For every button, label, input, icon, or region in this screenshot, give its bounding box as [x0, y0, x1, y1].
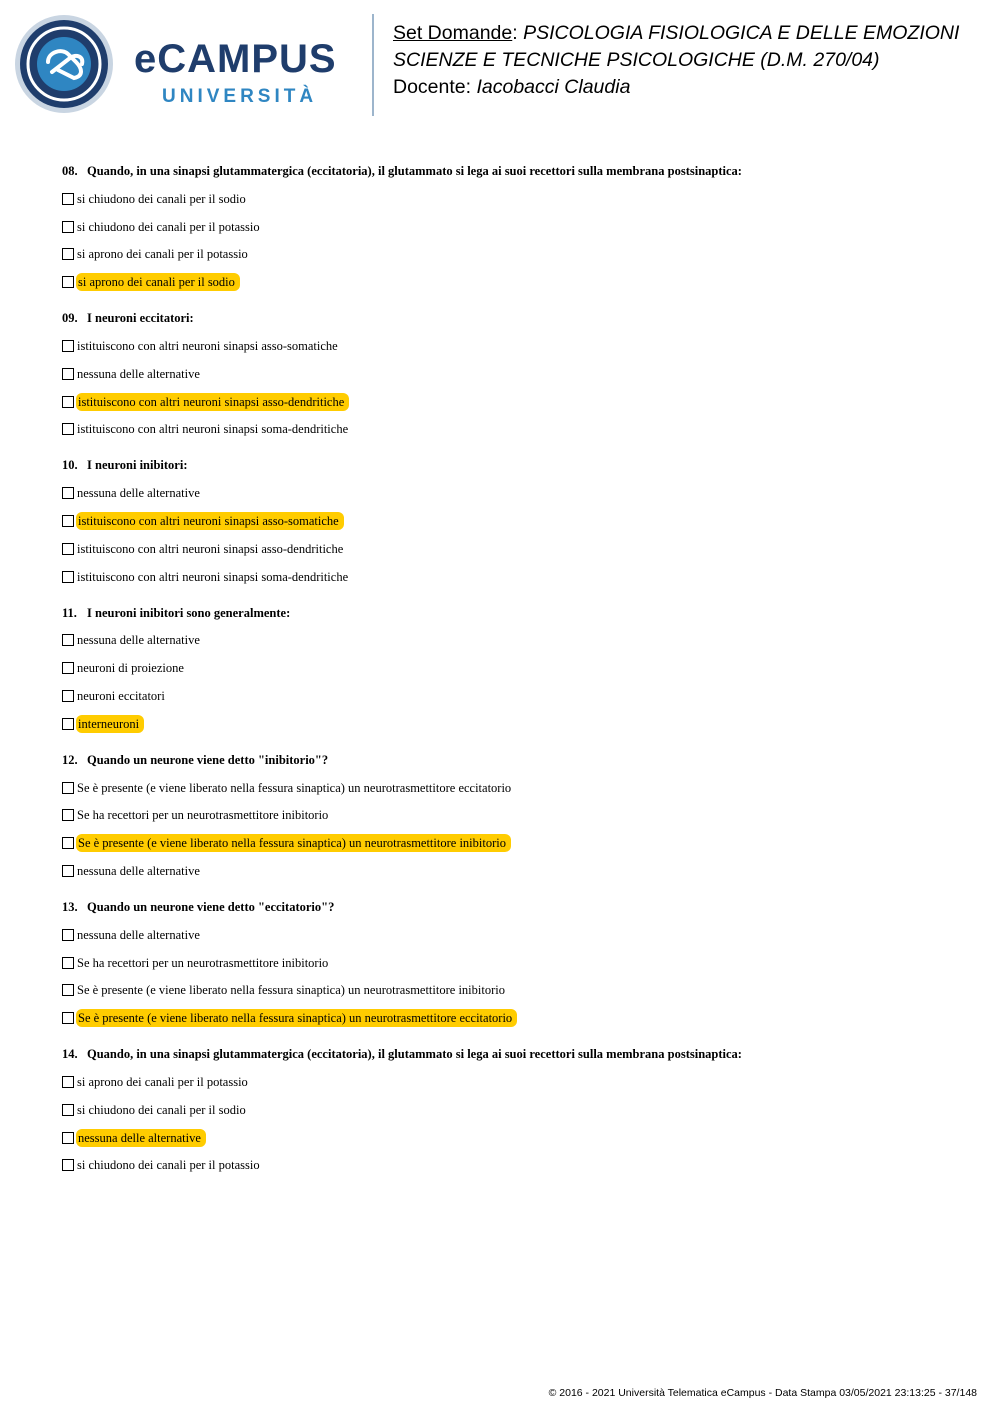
question-title — [62, 751, 962, 769]
answer-option[interactable] — [62, 1096, 962, 1124]
answer-text: Se ha recettori per un neurotrasmettitore inibitorio — [77, 955, 329, 970]
answer-checkbox[interactable] — [62, 809, 74, 821]
option-list — [62, 474, 962, 590]
question-title — [62, 456, 962, 474]
answer-checkbox[interactable] — [62, 396, 74, 408]
answer-text: nessuna delle alternative — [77, 927, 200, 942]
teacher-line — [393, 74, 959, 101]
answer-checkbox[interactable] — [62, 368, 74, 380]
header-info — [393, 20, 959, 101]
answer-option[interactable] — [62, 416, 962, 444]
answer-checkbox[interactable] — [62, 957, 74, 969]
answer-checkbox[interactable] — [62, 634, 74, 646]
question-list — [62, 162, 962, 1192]
answer-checkbox[interactable] — [62, 1076, 74, 1088]
answer-option[interactable] — [62, 185, 962, 213]
answer-option[interactable] — [62, 213, 962, 241]
answer-option[interactable] — [62, 1124, 962, 1152]
answer-checkbox[interactable] — [62, 1012, 74, 1024]
answer-checkbox[interactable] — [62, 1104, 74, 1116]
answer-text: si chiudono dei canali per il potassio — [77, 1158, 260, 1173]
answer-checkbox[interactable] — [62, 662, 74, 674]
answer-checkbox[interactable] — [62, 487, 74, 499]
question-title — [62, 898, 962, 916]
answer-option[interactable] — [62, 977, 962, 1005]
answer-text: Se ha recettori per un neurotrasmettitore inibitorio — [77, 808, 329, 823]
answer-option[interactable] — [62, 268, 962, 296]
answer-option[interactable] — [62, 802, 962, 830]
answer-text: si chiudono dei canali per il sodio — [77, 191, 246, 206]
answer-text: nessuna delle alternative — [77, 486, 200, 501]
question-number: 14. — [62, 1047, 78, 1062]
question-08 — [62, 162, 962, 296]
answer-checkbox[interactable] — [62, 782, 74, 794]
answer-text: istituiscono con altri neuroni sinapsi soma-dendritiche — [77, 569, 349, 584]
question-title — [62, 1045, 962, 1063]
answer-text: Se è presente (e viene liberato nella fessura sinaptica) un neurotrasmettitore inibitorio — [77, 983, 505, 998]
question-text: Quando, in una sinapsi glutammatergica (eccitatoria), il glutammato si lega ai suoi recettori sulla membrana postsinaptica: — [87, 1047, 742, 1062]
answer-text-highlighted: nessuna delle alternative — [76, 1129, 206, 1147]
answer-checkbox[interactable] — [62, 865, 74, 877]
question-number: 13. — [62, 899, 78, 914]
answer-text: si aprono dei canali per il potassio — [77, 1075, 248, 1090]
answer-checkbox[interactable] — [62, 837, 74, 849]
answer-option[interactable] — [62, 1152, 962, 1180]
page-footer: © 2016 - 2021 Università Telematica eCampus - Data Stampa 03/05/2021 23:13:25 - 37/148 — [548, 1387, 977, 1399]
answer-checkbox[interactable] — [62, 515, 74, 527]
question-13 — [62, 898, 962, 1032]
page-header — [0, 0, 1000, 140]
answer-option[interactable] — [62, 535, 962, 563]
answer-text: istituiscono con altri neuroni sinapsi asso-dendritiche — [77, 541, 344, 556]
answer-checkbox[interactable] — [62, 929, 74, 941]
answer-option[interactable] — [62, 332, 962, 360]
answer-checkbox[interactable] — [62, 248, 74, 260]
answer-text: nessuna delle alternative — [77, 366, 200, 381]
answer-text: istituiscono con altri neuroni sinapsi asso-somatiche — [77, 339, 338, 354]
teacher-name: Iacobacci Claudia — [476, 76, 631, 98]
answer-option[interactable] — [62, 627, 962, 655]
answer-option[interactable] — [62, 388, 962, 416]
question-number: 09. — [62, 311, 78, 326]
answer-checkbox[interactable] — [62, 543, 74, 555]
answer-checkbox[interactable] — [62, 984, 74, 996]
answer-text-highlighted: interneuroni — [76, 715, 144, 733]
question-10 — [62, 456, 962, 590]
answer-option[interactable] — [62, 829, 962, 857]
option-list — [62, 622, 962, 738]
set-title-line: Set Domande: PSICOLOGIA FISIOLOGICA E DELLE EMOZIONI — [393, 22, 960, 44]
answer-checkbox[interactable] — [62, 193, 74, 205]
answer-option[interactable] — [62, 654, 962, 682]
answer-option[interactable] — [62, 857, 962, 885]
answer-checkbox[interactable] — [62, 423, 74, 435]
answer-text: neuroni eccitatori — [77, 689, 165, 704]
set-title: PSICOLOGIA FISIOLOGICA E DELLE EMOZIONI — [523, 22, 960, 44]
answer-text: nessuna delle alternative — [77, 864, 200, 879]
answer-checkbox[interactable] — [62, 276, 74, 288]
option-list — [62, 327, 962, 443]
answer-text: nessuna delle alternative — [77, 633, 200, 648]
answer-option[interactable] — [62, 1068, 962, 1096]
question-title — [62, 162, 962, 180]
answer-checkbox[interactable] — [62, 340, 74, 352]
answer-text: si chiudono dei canali per il potassio — [77, 219, 260, 234]
answer-checkbox[interactable] — [62, 1159, 74, 1171]
answer-option[interactable] — [62, 682, 962, 710]
answer-text: si aprono dei canali per il potassio — [77, 247, 248, 262]
question-11 — [62, 604, 962, 738]
answer-option[interactable] — [62, 507, 962, 535]
answer-option[interactable] — [62, 563, 962, 591]
answer-option[interactable] — [62, 774, 962, 802]
brand-wordmark: eCAMPUS — [134, 37, 337, 81]
option-list — [62, 1063, 962, 1179]
question-number: 12. — [62, 752, 78, 767]
question-text: Quando, in una sinapsi glutammatergica (eccitatoria), il glutammato si lega ai suoi recettori sulla membrana postsinaptica: — [87, 164, 742, 178]
answer-text: Se è presente (e viene liberato nella fessura sinaptica) un neurotrasmettitore eccitatorio — [77, 780, 512, 795]
answer-checkbox[interactable] — [62, 718, 74, 730]
answer-checkbox[interactable] — [62, 221, 74, 233]
answer-option[interactable] — [62, 479, 962, 507]
header-divider — [372, 14, 374, 116]
question-text: I neuroni inibitori sono generalmente: — [87, 605, 291, 620]
answer-checkbox[interactable] — [62, 690, 74, 702]
answer-option[interactable] — [62, 1004, 962, 1032]
answer-option[interactable] — [62, 949, 962, 977]
answer-text: neuroni di proiezione — [77, 661, 184, 676]
answer-text: si chiudono dei canali per il sodio — [77, 1102, 246, 1117]
question-text: I neuroni inibitori: — [87, 458, 188, 473]
question-text: Quando un neurone viene detto "inibitorio"? — [87, 752, 329, 767]
answer-checkbox[interactable] — [62, 571, 74, 583]
question-number: 08. — [62, 164, 78, 178]
option-list — [62, 916, 962, 1032]
set-label: Set Domande — [393, 22, 513, 44]
answer-text-highlighted: Se è presente (e viene liberato nella fessura sinaptica) un neurotrasmettitore inibitorio — [76, 834, 511, 852]
question-12 — [62, 751, 962, 885]
option-list — [62, 769, 962, 885]
answer-checkbox[interactable] — [62, 1132, 74, 1144]
answer-text: istituiscono con altri neuroni sinapsi soma-dendritiche — [77, 422, 349, 437]
teacher-label: Docente: — [393, 76, 472, 98]
answer-option[interactable] — [62, 710, 962, 738]
question-text: Quando un neurone viene detto "eccitatorio"? — [87, 899, 335, 914]
question-number: 11. — [62, 605, 77, 620]
question-title — [62, 604, 962, 622]
answer-text-highlighted: si aprono dei canali per il sodio — [76, 273, 240, 291]
question-09 — [62, 309, 962, 443]
answer-text-highlighted: istituiscono con altri neuroni sinapsi asso-somatiche — [76, 512, 344, 530]
brand-subtitle: UNIVERSITÀ — [162, 86, 318, 107]
question-text: I neuroni eccitatori: — [87, 311, 194, 326]
option-list — [62, 180, 962, 296]
answer-option[interactable] — [62, 360, 962, 388]
course-name: SCIENZE E TECNICHE PSICOLOGICHE (D.M. 270/04) — [393, 49, 880, 71]
answer-option[interactable] — [62, 921, 962, 949]
question-14 — [62, 1045, 962, 1179]
question-title — [62, 309, 962, 327]
course-line — [393, 47, 959, 74]
answer-text-highlighted: istituiscono con altri neuroni sinapsi asso-dendritiche — [76, 393, 349, 411]
answer-text-highlighted: Se è presente (e viene liberato nella fessura sinaptica) un neurotrasmettitore eccitatorio — [76, 1009, 517, 1027]
question-number: 10. — [62, 458, 78, 473]
answer-option[interactable] — [62, 241, 962, 269]
